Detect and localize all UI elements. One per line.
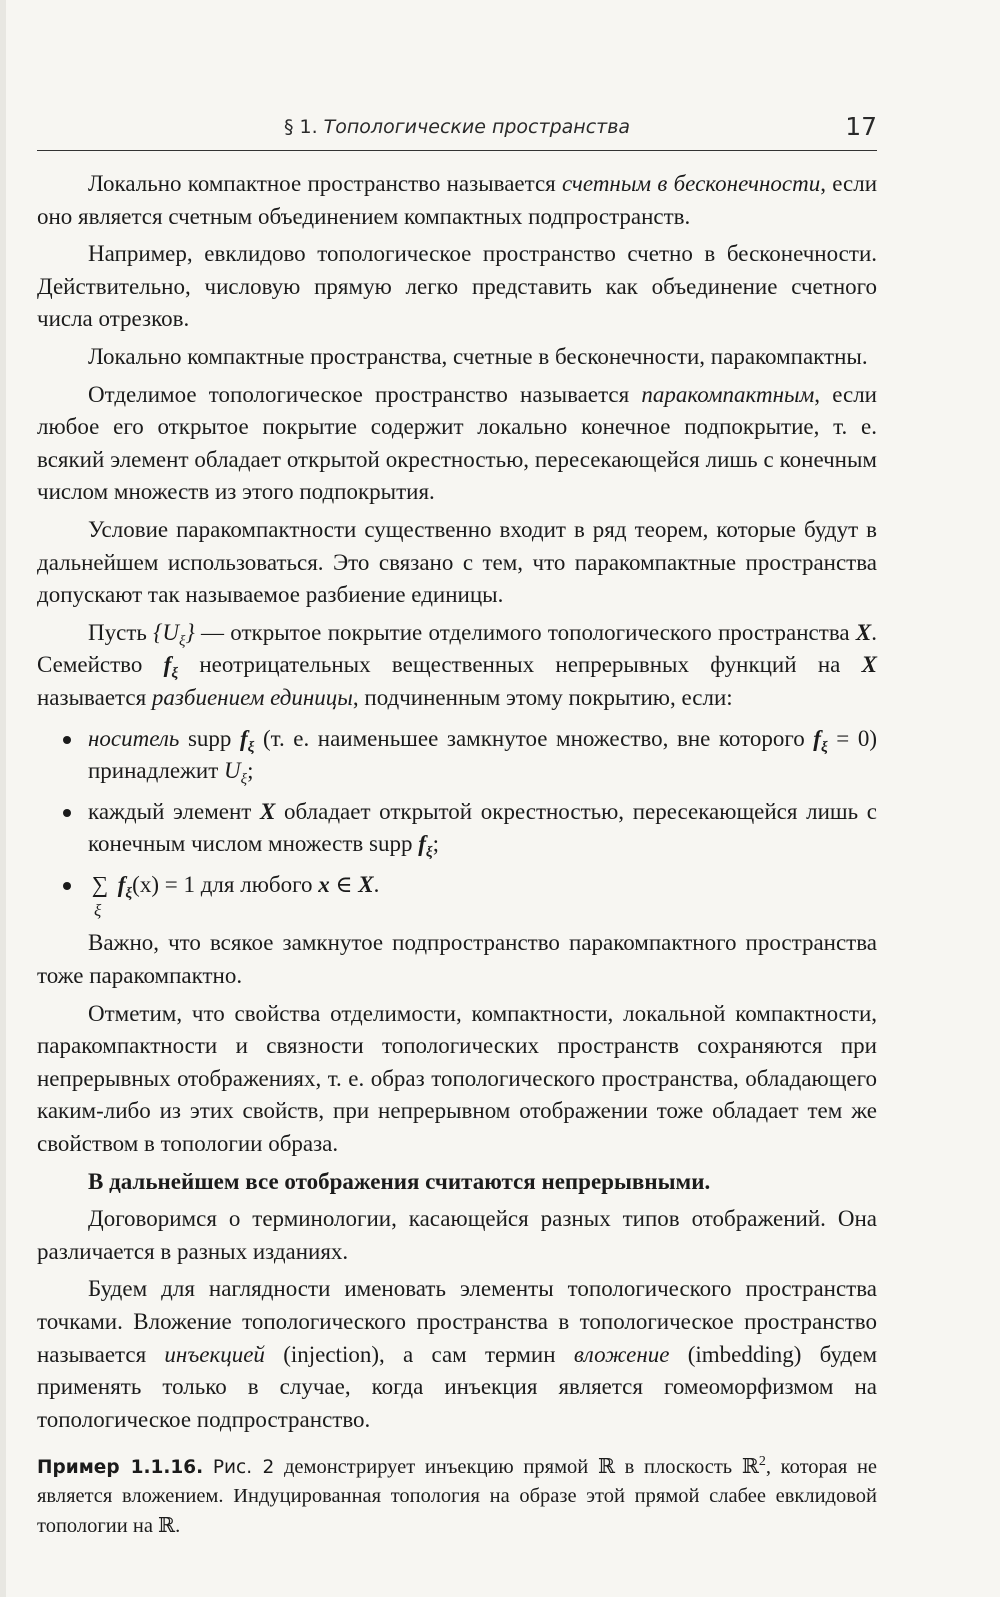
paragraph-paracompact-claim: Локально компактные пространства, счетные в бесконечности, паракомпактны. [88,343,868,369]
page-edge [0,0,6,1597]
term-injection: инъекцией [164,1341,265,1367]
paragraph-terminology: Договоримся о терминологии, касающейся разных типов отображений. Она различается в разных изданиях. [37,1206,877,1264]
list-item: носитель supp $f_\xi$ (т. е. наименьшее замкнутое множество, вне которого $f_\xi = 0$) принадлежит $U_\xi$; [37,723,877,788]
list-item: каждый элемент X обладает открытой окрестностью, пересекающейся лишь с конечным числом множеств supp $f_\xi$; [37,796,877,861]
example-block: Пример 1.1.16. Рис. 2 демонстрирует инъекцию прямой ℝ в плоскость ℝ$^2$, которая не является вложением. Индуцированная топология на образе этой прямой слабее евклидовой топологии на ℝ. [37,1454,878,1538]
paragraph-countable-at-infinity: Локально компактное пространство называется счетным в бесконечности, если оно является счетным объединением компактных подпространств. [37,171,877,229]
running-title [37,116,877,138]
page-number: 17 [845,112,877,141]
figure-reference: Рис. 2 [212,1457,275,1479]
bullet-dot [63,736,71,744]
paragraph-injection-definition: Будем для наглядности именовать элементы топологического пространства точками. Вложение топологического пространства в топологическое пространство называется инъекцией (injection), а сам термин вложение (imbedding) будем применять только в случае, когда инъекция является гомеоморфизмом на топологическое подпространство. [37,1276,878,1432]
term-partition-of-unity: разбиением единицы [151,684,353,710]
conditions-list [37,723,877,920]
paragraph-continuity-convention: В дальнейшем все отображения считаются непрерывными. [88,1168,711,1194]
paragraph-properties-preserved: Отметим, что свойства отделимости, компактности, локальной компактности, паракомпактности и связности топологических пространств сохраняются при непрерывных отображениях, т. е. образ топологического пространства, обладающего каким-либо из этих свойств, при непрерывном отображении тоже обладает тем же свойством в топологии образа. [37,1000,877,1157]
sum-symbol: ∑ ξ [91,871,109,920]
term-support: носитель [88,725,180,751]
bullet-dot [63,882,71,890]
term-imbedding: вложение [573,1341,670,1367]
page-body [37,168,877,1541]
bullet-dot [63,809,71,817]
term-paracompact: паракомпактным [641,381,815,407]
section-title: Топологические пространства [323,116,631,138]
example-label: Пример 1.1.16. [37,1457,204,1479]
paragraph-partition-condition: Условие паракомпактности существенно входит в ряд теорем, которые будут в дальнейшем использоваться. Это связано с тем, что паракомпактные пространства допускают так называемое разбиение единицы. [37,516,877,608]
section-number: § 1. [283,116,318,138]
list-item: ∑ ξ $f_\xi(x) = 1$ для любого x ∈ X. [37,869,877,902]
paragraph-closed-subspace: Важно, что всякое замкнутое подпространство паракомпактного пространства тоже паракомпактно. [37,930,877,989]
paragraph-paracompact-definition: Отделимое топологическое пространство называется паракомпактным, если любое его открытое покрытие содержит локально конечное подпокрытие, т. е. всякий элемент обладает открытой окрестностью, пересекающейся лишь с конечным числом множеств из этого подпокрытия. [37,381,877,505]
running-head [37,112,877,151]
term-countable-at-infinity: счетным в бесконечности [562,171,821,196]
paragraph-partition-definition: Пусть $\{U_\xi\}$ — открытое покрытие отделимого топологического пространства X. Семейство $f_\xi$ неотрицательных вещественных непрерывных функций на X называется разбиением единицы, подчиненным этому покрытию, если: [37,619,877,710]
paragraph-euclidean-example: Например, евклидово топологическое пространство счетно в бесконечности. Действительно, числовую прямую легко представить как объединение счетного числа отрезков. [37,241,877,332]
